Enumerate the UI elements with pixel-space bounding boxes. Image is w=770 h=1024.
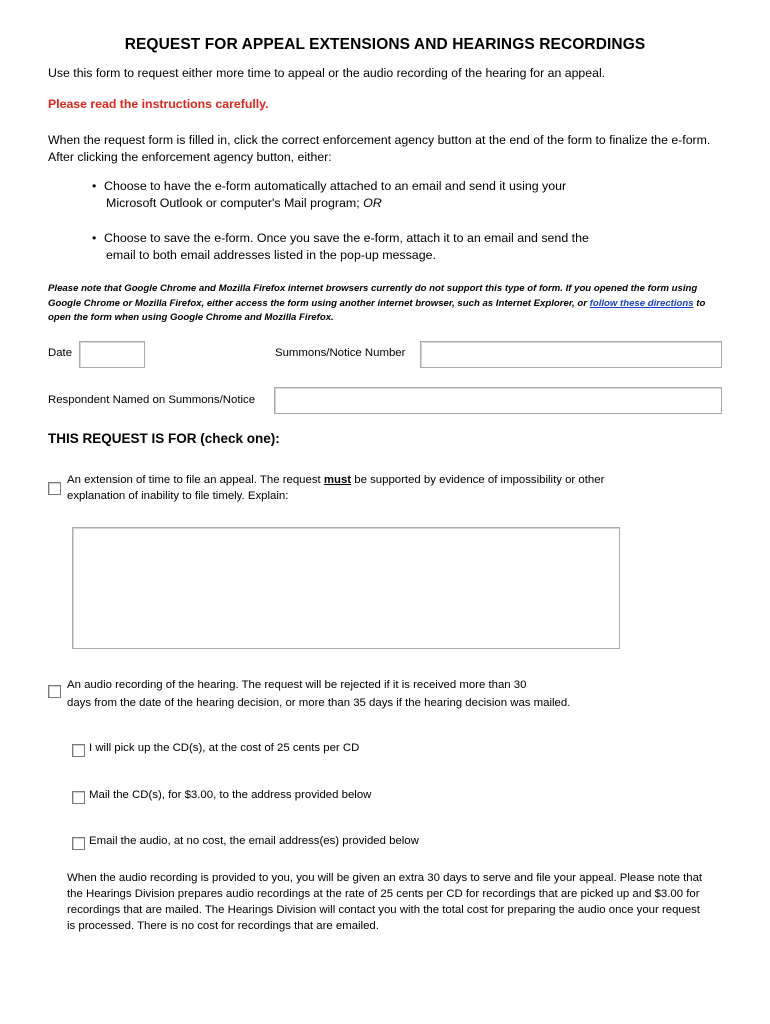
bullet-save-line2: email to both email addresses listed in the pop-up message. bbox=[106, 248, 436, 262]
email-option-label: Email the audio, at no cost, the email address(es) provided below bbox=[89, 835, 419, 847]
audio-option-text bbox=[67, 676, 667, 712]
extension-option-text bbox=[67, 472, 627, 504]
bullet-email-line2: Microsoft Outlook or computer's Mail program; bbox=[106, 196, 364, 210]
audio-text-line1: An audio recording of the hearing. The request will be rejected if it is received more than 30 bbox=[67, 679, 527, 691]
closing-paragraph: When the audio recording is provided to you, you will be given an extra 30 days to serve and file your appeal. Please note that the Hearings Division prepares audio recordings at the rate of 25 cents per CD for recordings that are picked up and $3.00 for recordings that are mailed. The Hearings Division will contact you with the total cost for preparing the audio once your request is processed. There is no cost for recordings that are emailed. bbox=[67, 872, 703, 932]
mail-checkbox[interactable] bbox=[72, 791, 85, 804]
summons-number-field[interactable] bbox=[420, 341, 722, 368]
page-title: REQUEST FOR APPEAL EXTENSIONS AND HEARINGS RECORDINGS bbox=[124, 36, 646, 53]
extension-must: must bbox=[323, 474, 352, 486]
browser-note-text: Please note that Google Chrome and Mozilla Firefox internet browsers currently do not support this type of form. If you opened the form using Google Chrome or Mozilla Firefox, either access the form using another internet browser, such as Internet Explorer, or bbox=[48, 283, 698, 309]
audio-text-line2: days from the date of the hearing decision, or more than 35 days if the hearing decision was mailed. bbox=[67, 697, 571, 709]
bullet-icon: • bbox=[92, 179, 97, 193]
extension-checkbox[interactable] bbox=[48, 482, 61, 495]
bullet-save-line1: Choose to save the e-form. Once you save the e-form, attach it to an email and send the bbox=[104, 231, 589, 245]
bullet-email bbox=[92, 178, 652, 212]
date-label: Date bbox=[48, 347, 73, 359]
respondent-label: Respondent Named on Summons/Notice bbox=[48, 394, 256, 406]
request-type-heading: THIS REQUEST IS FOR (check one): bbox=[48, 431, 280, 446]
explanation-textarea[interactable] bbox=[72, 527, 620, 649]
browser-note bbox=[48, 282, 728, 326]
summons-label: Summons/Notice Number bbox=[275, 347, 406, 359]
mail-option-label: Mail the CD(s), for $3.00, to the address provided below bbox=[89, 789, 372, 801]
directions-link[interactable]: follow these directions bbox=[589, 297, 694, 309]
email-checkbox[interactable] bbox=[72, 837, 85, 850]
respondent-field[interactable] bbox=[274, 387, 722, 414]
instructions-paragraph: When the request form is filled in, click the correct enforcement agency button at the end of the form to finalize the e-form. After clicking the enforcement agency button, either: bbox=[48, 133, 711, 164]
bullet-or: OR bbox=[363, 196, 382, 210]
date-field[interactable] bbox=[79, 341, 145, 368]
bullet-save bbox=[92, 230, 652, 264]
audio-recording-checkbox[interactable] bbox=[48, 685, 61, 698]
browser-note-text-end: to open the form when using Google Chrome and Mozilla Firefox. bbox=[48, 297, 706, 323]
extension-text-start: An extension of time to file an appeal. The request bbox=[67, 474, 324, 486]
intro-text: Use this form to request either more time to appeal or the audio recording of the hearing for an appeal. bbox=[48, 66, 606, 80]
pickup-option-label: I will pick up the CD(s), at the cost of 25 cents per CD bbox=[89, 742, 360, 754]
pickup-checkbox[interactable] bbox=[72, 744, 85, 757]
instructions-warning: Please read the instructions carefully. bbox=[48, 97, 269, 111]
bullet-email-line1: Choose to have the e-form automatically attached to an email and send it using your bbox=[104, 179, 567, 193]
extension-text-end: be supported by evidence of impossibility or other explanation of inability to file timely. Explain: bbox=[67, 474, 605, 502]
bullet-icon: • bbox=[92, 231, 97, 245]
